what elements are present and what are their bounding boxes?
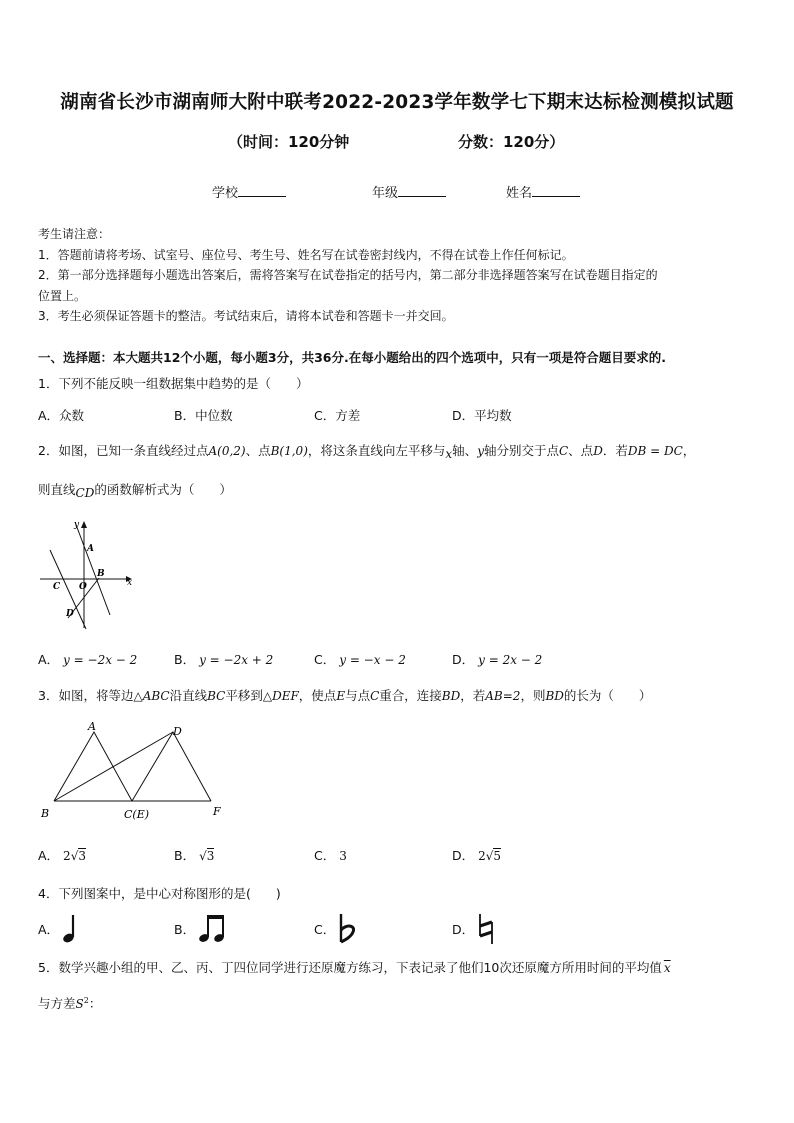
q5-mean-symbol: $\overline{x}$ bbox=[663, 961, 671, 975]
q3-option-a-label: A． bbox=[38, 848, 60, 863]
q4-option-b-label: B． bbox=[174, 922, 196, 937]
q5-line-1: 5．数学兴趣小组的甲、乙、丙、丁四位同学进行还原魔方练习，下表记录了他们10次还原魔方所用时间的平均值 bbox=[38, 960, 662, 975]
q5-variance-exponent: 2 bbox=[83, 995, 89, 1005]
q3-option-a-radicand: 3 bbox=[78, 849, 86, 863]
q3-option-b-label: B． bbox=[174, 848, 196, 863]
q3-text-5: 与点 bbox=[345, 688, 371, 703]
q2-text-5: 轴分别交于点 bbox=[483, 443, 559, 458]
q3-figure bbox=[38, 720, 238, 825]
q4-option-d[interactable] bbox=[452, 920, 474, 938]
quarter-note-icon bbox=[60, 912, 80, 944]
grade-label: 年级 bbox=[372, 186, 399, 201]
q2-option-a-expr: y = −2x − 2 bbox=[63, 653, 138, 667]
q3-fig-ce-label: C(E) bbox=[124, 808, 150, 821]
q2-y-axis: y bbox=[477, 444, 484, 458]
q4-option-c-label: C． bbox=[314, 922, 336, 937]
q4-option-a-label: A． bbox=[38, 922, 60, 937]
q2-condition: DB = DC bbox=[627, 444, 683, 458]
notes-item-2-cont: 位置上。 bbox=[38, 288, 87, 303]
q2-point-d: D bbox=[593, 444, 603, 458]
question-4-stem: 4．下列图案中，是中心对称图形的是( ) bbox=[38, 886, 281, 901]
q4-option-d-label: D． bbox=[452, 922, 475, 937]
q2-fig-b-label: B bbox=[97, 569, 105, 579]
q5-variance-symbol: S bbox=[75, 997, 84, 1011]
q2-option-a-label: A． bbox=[38, 652, 60, 667]
q2-line-ab bbox=[75, 522, 110, 615]
grade-field bbox=[372, 182, 446, 201]
question-2-stem bbox=[38, 441, 695, 459]
q3-fig-b-label: B bbox=[41, 807, 50, 820]
q2-option-a[interactable] bbox=[38, 650, 137, 668]
q3-text-7: ，若 bbox=[460, 688, 486, 703]
name-field bbox=[506, 182, 580, 201]
q3-option-d-radicand: 5 bbox=[493, 849, 502, 863]
q3-text-8: ，则 bbox=[520, 688, 546, 703]
q1-option-d[interactable]: D．平均数 bbox=[452, 408, 512, 423]
q3-segment-bd: BD bbox=[441, 689, 461, 703]
q4-option-b[interactable] bbox=[174, 920, 195, 938]
q2-y-arrow bbox=[81, 521, 87, 528]
grade-blank[interactable] bbox=[398, 184, 446, 197]
q2-option-b-label: B． bbox=[174, 652, 196, 667]
q3-segment-bd-shape bbox=[54, 732, 173, 801]
school-blank[interactable] bbox=[238, 184, 286, 197]
q1-option-c[interactable]: C．方差 bbox=[314, 408, 361, 423]
notes-item-2: 2．第一部分选择题每小题选出答案后，需将答案写在试卷指定的括号内，第二部分非选择题答案写在试卷题目指定的 bbox=[38, 268, 658, 282]
q3-fig-a-label: A bbox=[88, 720, 96, 733]
q3-triangle-def-shape bbox=[132, 732, 211, 801]
q3-option-d-coef: 2 bbox=[478, 849, 486, 863]
q3-option-d-label: D． bbox=[452, 848, 475, 863]
q3-option-c-label: C． bbox=[314, 848, 336, 863]
beamed-notes-icon bbox=[198, 912, 228, 944]
q2-text-6: 、点 bbox=[568, 443, 594, 458]
q3-text-1: 3．如图，将等边 bbox=[38, 688, 134, 703]
q2-line2-text-2: 的函数解析式为（ ） bbox=[94, 482, 232, 497]
name-blank[interactable] bbox=[532, 184, 580, 197]
q2-text-1: 2．如图，已知一条直线经过点 bbox=[38, 443, 209, 458]
q2-option-c[interactable] bbox=[314, 650, 406, 668]
q3-option-d[interactable] bbox=[452, 846, 501, 864]
q2-option-c-expr: y = −x − 2 bbox=[339, 653, 406, 667]
q2-text-3: ，将这条直线向左平移与 bbox=[307, 443, 446, 458]
question-2-stem-line-2 bbox=[38, 480, 232, 498]
q3-line-bc: BC bbox=[207, 689, 226, 703]
q3-segment-bd-2: BD bbox=[545, 689, 564, 703]
q3-triangle-abc-shape bbox=[54, 732, 132, 801]
exam-notes bbox=[38, 224, 760, 327]
q3-option-c-value: 3 bbox=[339, 849, 347, 863]
q2-text-2: 、点 bbox=[245, 443, 271, 458]
q2-option-d-label: D． bbox=[452, 652, 475, 667]
notes-item-1: 1．答题前请将考场、试室号、座位号、考生号、姓名写在试卷密封线内，不得在试卷上作任何标记。 bbox=[38, 247, 574, 262]
sqrt-icon: √ bbox=[199, 849, 207, 863]
notes-heading: 考生请注意： bbox=[38, 227, 111, 241]
q5-colon: ： bbox=[88, 996, 102, 1011]
sqrt-icon: √ bbox=[485, 849, 494, 863]
notes-item-3: 3．考生必须保证答题卡的整洁。考试结束后，请将本试卷和答题卡一并交回。 bbox=[38, 309, 454, 323]
q2-fig-y-label: y bbox=[74, 520, 80, 530]
q2-line-cd: CD bbox=[75, 486, 95, 500]
q2-option-d[interactable] bbox=[452, 650, 542, 668]
question-3-stem bbox=[38, 686, 651, 704]
exam-score: 分数：120分） bbox=[458, 133, 565, 151]
q2-option-c-label: C． bbox=[314, 652, 336, 667]
q3-triangle-def: △DEF bbox=[262, 689, 299, 703]
q3-point-e: E bbox=[336, 689, 346, 703]
q2-option-b-expr: y = −2x + 2 bbox=[199, 653, 274, 667]
school-label: 学校 bbox=[212, 186, 239, 201]
q2-text-8: ， bbox=[682, 443, 696, 458]
q2-fig-c-label: C bbox=[53, 582, 61, 592]
q3-triangle-abc: △ABC bbox=[133, 689, 170, 703]
q1-option-b[interactable]: B．中位数 bbox=[174, 408, 233, 423]
q3-option-a[interactable] bbox=[38, 846, 86, 864]
sqrt-icon: √ bbox=[70, 849, 79, 863]
exam-time: （时间：120分钟 bbox=[228, 133, 350, 151]
q4-option-c[interactable] bbox=[314, 920, 335, 938]
q2-figure bbox=[38, 518, 133, 633]
q2-fig-a-label: A bbox=[87, 544, 94, 554]
q3-text-6: 重合，连接 bbox=[379, 688, 442, 703]
q3-text-4: ，使点 bbox=[298, 688, 337, 703]
q3-fig-d-label: D bbox=[173, 725, 182, 738]
q3-option-a-coef: 2 bbox=[63, 849, 71, 863]
question-5-stem-line-2 bbox=[38, 994, 101, 1012]
q2-fig-o-label: O bbox=[79, 582, 87, 592]
q1-option-a[interactable]: A．众数 bbox=[38, 408, 85, 423]
q2-fig-x-label: x bbox=[127, 578, 133, 588]
q2-text-7: ．若 bbox=[602, 443, 628, 458]
q2-text-4: 轴、 bbox=[452, 443, 478, 458]
q3-given: AB=2 bbox=[485, 689, 521, 703]
q3-fig-f-label: F bbox=[213, 805, 221, 818]
q4-option-a[interactable] bbox=[38, 920, 59, 938]
q3-point-c: C bbox=[370, 689, 380, 703]
q2-option-d-expr: y = 2x − 2 bbox=[478, 653, 543, 667]
q2-x-axis: x bbox=[445, 447, 453, 461]
q3-option-c[interactable] bbox=[314, 846, 347, 864]
q2-option-b[interactable] bbox=[174, 650, 273, 668]
q2-point-c: C bbox=[558, 444, 569, 458]
q3-text-3: 平移到 bbox=[225, 688, 263, 703]
natural-sign-icon bbox=[476, 912, 496, 946]
question-5-stem bbox=[38, 958, 671, 976]
q2-point-b: B(1,0) bbox=[270, 444, 308, 458]
q2-point-a: A(0,2) bbox=[208, 444, 246, 458]
q5-line-2: 与方差 bbox=[38, 996, 76, 1011]
q2-line2-text-1: 则直线 bbox=[38, 482, 76, 497]
q3-option-b-radicand: 3 bbox=[206, 849, 215, 863]
question-1-stem: 1．下列不能反映一组数据集中趋势的是（ ） bbox=[38, 376, 309, 391]
school-field bbox=[212, 182, 286, 201]
q3-text-9: 的长为（ ） bbox=[563, 688, 652, 703]
q3-option-b[interactable] bbox=[174, 846, 214, 864]
q2-fig-d-label: D bbox=[66, 609, 74, 619]
page-title: 湖南省长沙市湖南师大附中联考2022-2023学年数学七下期末达标检测模拟试题 bbox=[60, 92, 734, 113]
q3-text-2: 沿直线 bbox=[169, 688, 208, 703]
name-label: 姓名 bbox=[506, 186, 533, 201]
flat-sign-icon bbox=[336, 912, 358, 944]
section-heading: 一、选择题：本大题共12个小题，每小题3分，共36分.在每小题给出的四个选项中，只有一项是符合题目要求的. bbox=[38, 350, 666, 365]
